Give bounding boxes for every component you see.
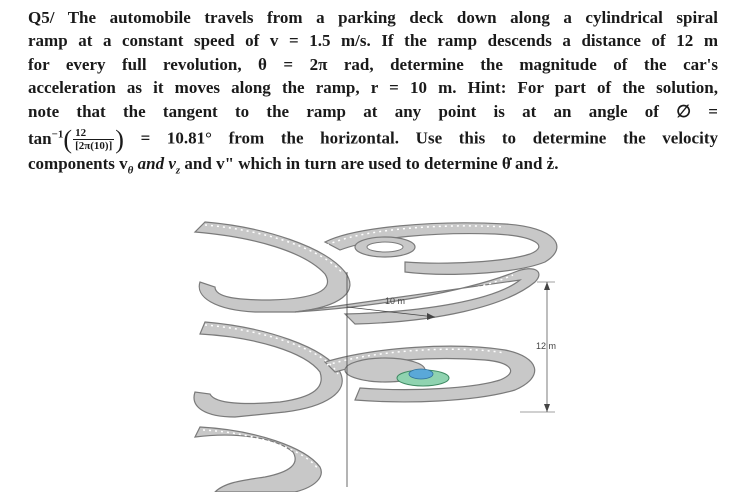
fraction [73, 127, 114, 152]
problem-line-4: acceleration as it moves along the ramp, r = 10 m. Hint: For part of the solution, [28, 78, 718, 98]
problem-line-6-text: = 10.81° from the horizontal. Use this to determine the velocity [140, 128, 718, 148]
problem-line-5: note that the tangent to the ramp at any point is at an angle of ∅ = [28, 101, 718, 121]
spiral-ramp-drawing [175, 212, 575, 492]
radius-label: 10 m [385, 296, 406, 306]
problem-statement [28, 6, 718, 183]
problem-line-3: for every full revolution, θ = 2π rad, determine the magnitude of the car's [28, 54, 718, 74]
tan-function: $\tan^{-1}$ [28, 128, 64, 148]
spiral-ramp-figure [175, 212, 575, 492]
fraction-numerator: 12 [73, 127, 114, 140]
fraction-denominator: [2π(10)] [75, 140, 113, 153]
problem-line-7: components $v_\theta$ and $v_z$ and v" which in turn are used to determine θ̇ and ż. [28, 154, 559, 177]
ramp-middle-left [194, 322, 342, 417]
ramp-lower-left [195, 427, 321, 492]
problem-line-1: Q5/ The automobile travels from a parking deck down along a cylindrical spiral [28, 8, 718, 27]
problem-line-2: ramp at a constant speed of v = 1.5 m/s. If the ramp descends a distance of 12 m [28, 31, 718, 51]
ramp-upper-left [195, 222, 350, 312]
problem-line-6: $\tan^{-1}$( $\frac{12}{[2\pi(10)]}$ ) = 10.81° from the horizontal. Use this to determine the velocity [28, 124, 718, 154]
height-label: 12 m [536, 341, 557, 351]
